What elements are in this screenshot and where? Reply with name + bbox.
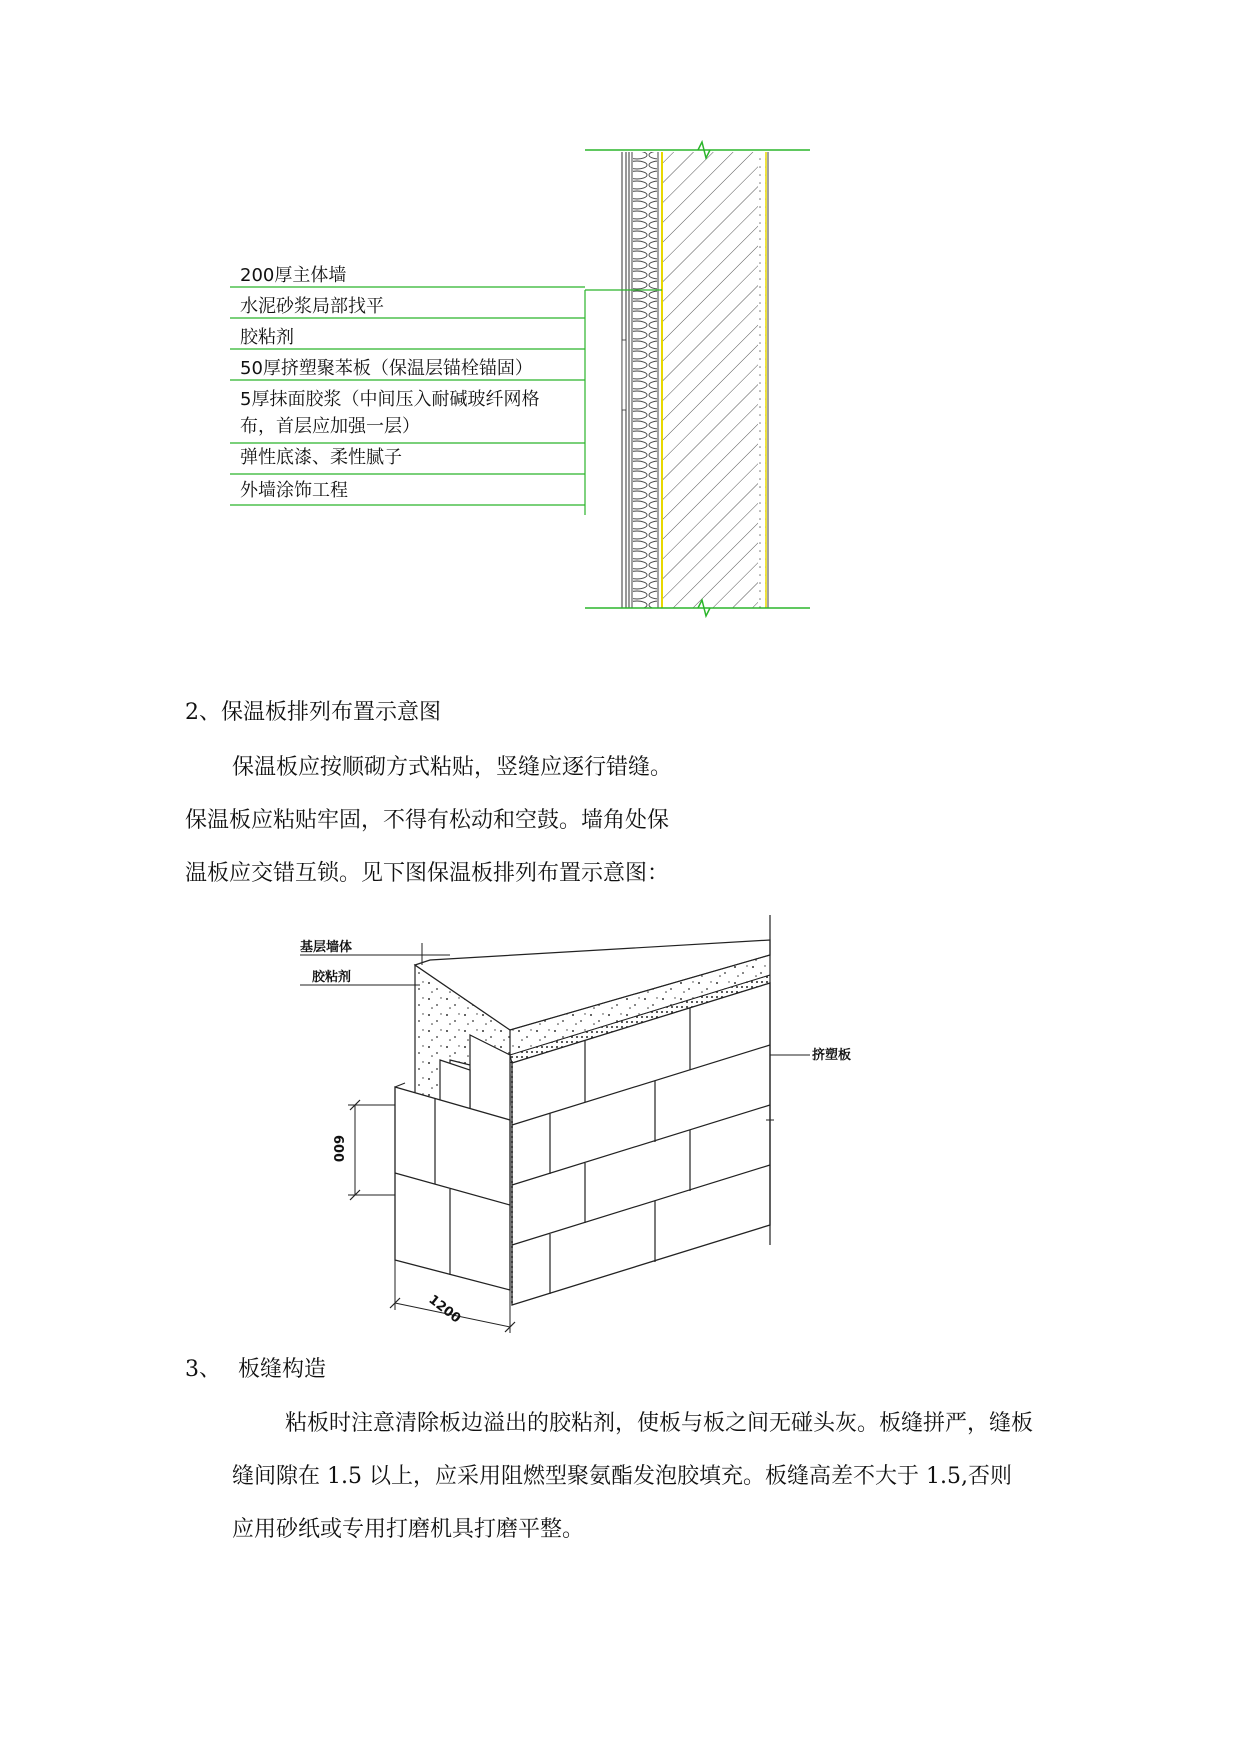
label-board: 挤塑板: [812, 1048, 852, 1063]
dimension-width: 1200: [425, 1292, 464, 1327]
legend-render-line1: 5厚抹面胶浆（中间压入耐碱玻纤网格: [240, 389, 540, 410]
label-adhesive: 胶粘剂: [312, 970, 352, 985]
section-3-line-2: 缝间隙在 1.5 以上，应采用阻燃型聚氨酯发泡胶填充。板缝高差不大于 1.5,否则: [232, 1464, 1012, 1489]
legend-main-wall: 200厚主体墙: [240, 265, 347, 286]
legend-adhesive: 胶粘剂: [240, 327, 294, 348]
section-2-line-1: 保温板应按顺砌方式粘贴，竖缝应逐行错缝。: [232, 755, 673, 780]
board-layout-diagram: [300, 915, 860, 1335]
legend-primer: 弹性底漆、柔性腻子: [240, 447, 402, 468]
section-2-line-2: 保温板应粘贴牢固，不得有松动和空鼓。墙角处保: [185, 808, 670, 833]
wall-section-diagram: [230, 140, 830, 630]
label-base-wall: 基层墙体: [300, 940, 353, 955]
section-3-line-3: 应用砂纸或专用打磨机具打磨平整。: [232, 1517, 585, 1542]
legend-render-line2: 布，首层应加强一层）: [240, 416, 420, 437]
main-wall: [662, 152, 758, 608]
section-3-heading-number: 3、: [185, 1357, 221, 1382]
legend-xps-board: 50厚挤塑聚苯板（保温层锚栓锚固）: [240, 358, 533, 379]
section-3-line-1: 粘板时注意清除板边溢出的胶粘剂，使板与板之间无碰头灰。板缝拼严，缝板: [285, 1411, 1034, 1436]
legend-mortar: 水泥砂浆局部找平: [240, 296, 384, 317]
section-3-heading: 板缝构造: [238, 1357, 327, 1382]
dimension-height: 600: [330, 1135, 345, 1163]
legend-coating: 外墙涂饰工程: [240, 480, 348, 501]
section-2-line-3: 温板应交错互锁。见下图保温板排列布置示意图：: [185, 861, 670, 886]
insulation-board: [633, 152, 657, 608]
section-2-heading: 2、保温板排列布置示意图: [185, 700, 441, 725]
